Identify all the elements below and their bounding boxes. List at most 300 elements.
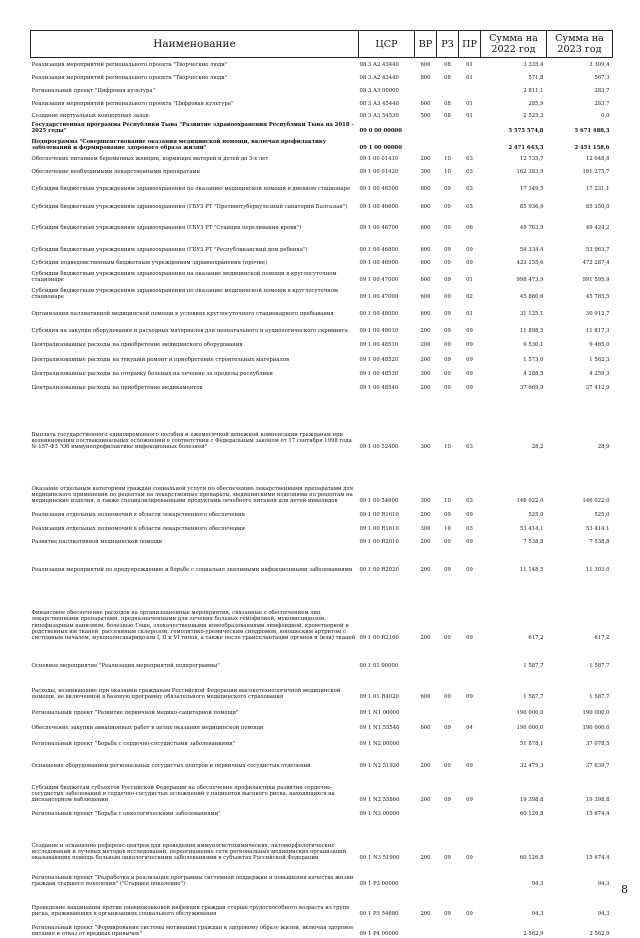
row-csr: 09 1 P4 00000 (359, 931, 399, 938)
row-sum-2023: 94,3 (597, 911, 610, 918)
row-sum-2023: 12 648,8 (585, 156, 610, 163)
row-rz: 09 (444, 186, 451, 193)
row-pr (459, 642, 481, 670)
row-rz (437, 804, 459, 818)
row-pr: 09 (466, 911, 473, 918)
row-sum-2023: 1 562,3 (589, 357, 610, 364)
row-rz: 09 (444, 277, 451, 284)
row-name: Региональный проект "Разработка и реализация программы системной поддержки и повышения качества жизни граждан старшего поколения" ("Старшее поколение") (31, 874, 354, 888)
row-vr: 500 (420, 113, 431, 120)
row-sum-2022: 190 000,0 (516, 710, 544, 717)
row-csr: 09 1 N3 51900 (359, 855, 400, 862)
row-pr: 09 (466, 567, 473, 574)
row-sum-2022: 11 898,5 (519, 328, 544, 335)
row-sum-2022: 94,3 (531, 881, 544, 888)
row-sum-2023: 1 587,7 (589, 663, 610, 670)
header-pr: ПР (459, 31, 481, 58)
row-sum-2023: 567,3 (594, 75, 610, 82)
row-sum-2022: 54 334,4 (519, 247, 544, 254)
table-body (31, 58, 613, 938)
row-sum-2022: 7 538,8 (523, 539, 544, 546)
row-sum-2022: 53 414,1 (519, 526, 544, 533)
row-sum-2023: 2 451 158,6 (574, 145, 610, 152)
table-row (31, 670, 613, 701)
row-csr: 09 1 01 R4020 (359, 694, 399, 701)
row-vr (415, 862, 437, 888)
table-row (31, 732, 613, 748)
row-pr: 09 (466, 512, 473, 519)
row-sum-2023: 37 639,7 (585, 763, 610, 770)
row-vr (415, 135, 437, 152)
row-pr (459, 918, 481, 938)
row-pr: 04 (466, 725, 473, 732)
row-csr: 08 3 А3 00000 (359, 88, 399, 95)
row-rz: 09 (444, 855, 451, 862)
table-row (31, 163, 613, 176)
table-row (31, 108, 613, 120)
row-name: Субсидии бюджетным учреждениям здравоохранения (ГБУЗ РТ "Республиканский дом ребенка") (31, 247, 308, 254)
table-row (31, 918, 613, 938)
row-sum-2022: 60 126,8 (519, 811, 544, 818)
row-name: Централизованные расходы на отправку больных на лечение за пределы республики (31, 371, 273, 378)
row-csr: 08 3 А2 43440 (359, 75, 399, 82)
row-name: Централизованные расходы на приобретение медикаментов (31, 385, 203, 392)
row-sum-2023: 991 595,9 (582, 277, 610, 284)
row-name: Основное мероприятие "Реализация мероприятий подпрограммы" (31, 663, 220, 670)
row-sum-2022: 3 335,4 (523, 62, 544, 69)
row-name: Реализация отдельных полномочий в области лекарственного обеспечения (31, 512, 245, 519)
row-vr (415, 642, 437, 670)
row-rz: 09 (444, 763, 451, 770)
row-sum-2023: 17 231,1 (585, 186, 610, 193)
row-pr (459, 82, 481, 95)
row-rz: 09 (444, 694, 451, 701)
row-csr: 09 1 00 46600 (359, 204, 399, 211)
table-row (31, 284, 613, 301)
row-pr: 09 (466, 763, 473, 770)
table-row (31, 176, 613, 193)
row-vr (415, 918, 437, 938)
row-pr (459, 804, 481, 818)
row-sum-2023: 3 309,4 (589, 62, 610, 69)
row-csr: 09 1 00 48530 (359, 371, 399, 378)
row-name: Реализация отдельных полномочий в области лекарственного обеспечения (31, 526, 245, 533)
row-pr: 09 (466, 539, 473, 546)
table-row (31, 211, 613, 232)
row-sum-2023: 9 465,0 (589, 342, 610, 349)
row-sum-2022: 146 022,0 (516, 498, 544, 505)
row-rz (437, 701, 459, 717)
row-name: Подпрограмма "Совершенствование оказания медицинской помощи, включая профилактику заболеваний и формирование здорового образа жизни" (31, 138, 327, 152)
table-row (31, 717, 613, 732)
table-row (31, 818, 613, 862)
table-row (31, 232, 613, 254)
table-row (31, 267, 613, 284)
row-name: Региональный проект "Цифровая культура" (31, 88, 155, 95)
row-sum-2023: 11 303,0 (585, 567, 610, 574)
row-pr: 09 (466, 371, 473, 378)
row-sum-2023: 94,3 (597, 881, 610, 888)
row-sum-2022: 17 349,5 (519, 186, 544, 193)
row-pr: 01 (466, 311, 473, 318)
row-name: Оказание отдельным категориям граждан социальной услуги по обеспечению лекарственными препаратами для медицинского применения по рецептам на лекарственные препараты, медицинскими изделиями по рецептам на медицинские изделия, а также специализированными продуктами лечебного питания для детей-инвалидов (31, 485, 354, 505)
row-rz: 09 (444, 328, 451, 335)
row-rz: 09 (444, 204, 451, 211)
header-csr: ЦСР (359, 31, 415, 58)
row-sum-2023: 15 674,4 (585, 811, 610, 818)
row-vr (415, 701, 437, 717)
table-row (31, 804, 613, 818)
row-csr: 09 1 N2 55860 (359, 797, 400, 804)
row-csr: 09 1 00 R2020 (359, 567, 399, 574)
table-row (31, 318, 613, 335)
row-vr: 200 (420, 567, 431, 574)
header-vr: ВР (415, 31, 437, 58)
row-vr: 600 (420, 62, 431, 69)
row-csr: 09 1 00 46500 (359, 186, 399, 193)
row-pr: 03 (466, 444, 473, 451)
row-csr: 09 1 00 47000 (359, 277, 399, 284)
table-row (31, 193, 613, 211)
row-sum-2023: 37 078,5 (585, 741, 610, 748)
row-vr: 600 (420, 101, 431, 108)
row-vr: 200 (420, 855, 431, 862)
page-number: 8 (621, 883, 628, 896)
row-csr: 09 1 00 48540 (359, 385, 399, 392)
row-pr: 01 (466, 113, 473, 120)
row-name: Обеспечение закупки авиационных работ в целях оказания медицинской помощи (31, 725, 264, 732)
table-row (31, 519, 613, 533)
row-csr: 08 3 А2 43440 (359, 62, 399, 69)
row-sum-2023: 49 424,2 (585, 225, 610, 232)
row-name: Обеспечение необходимыми лекарственными препаратами (31, 169, 201, 176)
row-name: Оснащение оборудованием региональных сосудистых центров и первичных сосудистых отделений (31, 763, 311, 770)
row-sum-2022: 9 530,1 (523, 342, 544, 349)
row-pr: 01 (466, 75, 473, 82)
row-csr: 09 1 N2 00000 (359, 741, 400, 748)
row-sum-2022: 1 573,0 (523, 357, 544, 364)
row-csr: 09 1 00 48000 (359, 311, 399, 318)
row-vr: 800 (420, 75, 431, 82)
table-row (31, 120, 613, 135)
row-pr: 03 (466, 498, 473, 505)
row-sum-2022: 85 936,9 (519, 204, 544, 211)
row-vr: 600 (420, 247, 431, 254)
row-sum-2023: 525,0 (594, 512, 610, 519)
row-pr: 06 (466, 225, 473, 232)
row-csr: 09 1 00 01420 (359, 169, 399, 176)
row-rz: 08 (444, 113, 451, 120)
row-name: Региональный проект "Развитие первичной медико-санитарной помощи" (31, 710, 239, 717)
row-csr: 08 3 А3 54530 (359, 113, 399, 120)
row-pr: 03 (466, 169, 473, 176)
row-sum-2023: 2 562,9 (589, 931, 610, 938)
row-name: Централизованные расходы на приобретение медицинского оборудования (31, 342, 243, 349)
row-pr (459, 862, 481, 888)
row-sum-2023: 4 259,3 (589, 371, 610, 378)
row-pr: 02 (466, 294, 473, 301)
row-sum-2022: 2 471 643,3 (508, 145, 544, 152)
row-pr: 05 (466, 204, 473, 211)
row-name: Реализация мероприятий регионального проекта "Творческие люди" (31, 62, 228, 69)
row-pr (459, 732, 481, 748)
row-sum-2023: 283,7 (594, 101, 610, 108)
row-rz: 09 (444, 385, 451, 392)
table-row (31, 533, 613, 546)
row-csr: 09 1 00 47000 (359, 294, 399, 301)
row-vr (415, 120, 437, 135)
row-name: Субсидии бюджетным учреждениям здравоохранения (ГБУЗ РТ "Противотуберкулезный санаторий Балгазын") (31, 204, 348, 211)
table-row (31, 546, 613, 574)
row-vr: 600 (420, 260, 431, 267)
row-csr: 09 1 00 00000 (359, 145, 402, 152)
row-sum-2022: 2 525,3 (523, 113, 544, 120)
row-sum-2023: 161 275,7 (582, 169, 610, 176)
table-row (31, 82, 613, 95)
row-csr: 09 1 00 R2160 (359, 635, 399, 642)
row-rz (437, 732, 459, 748)
row-rz: 09 (444, 725, 451, 732)
row-rz: 08 (444, 101, 451, 108)
row-csr: 09 1 00 48010 (359, 328, 399, 335)
row-sum-2023: 30 912,7 (585, 311, 610, 318)
row-csr: 09 1 N3 00000 (359, 811, 400, 818)
table-row (31, 58, 613, 69)
header-name: Наименование (31, 31, 359, 58)
row-sum-2022: 12 735,7 (519, 156, 544, 163)
row-vr: 300 (420, 169, 431, 176)
row-csr: 09 1 00 52400 (359, 444, 399, 451)
row-pr: 09 (466, 797, 473, 804)
row-sum-2023: 19 398,8 (585, 797, 610, 804)
table-row (31, 301, 613, 318)
row-vr: 600 (420, 694, 431, 701)
row-sum-2022: 525,0 (528, 512, 544, 519)
table-row (31, 505, 613, 519)
row-rz (437, 862, 459, 888)
row-csr: 09 1 00 48520 (359, 357, 399, 364)
row-rz: 09 (444, 260, 451, 267)
header-sum-2022: Сумма на 2022 год (481, 31, 547, 58)
row-name: Субсидии бюджетным учреждениям здравоохранения по оказанию медицинской помощи в дневном стационаре (31, 186, 351, 193)
row-pr: 09 (466, 342, 473, 349)
row-sum-2023: 7 538,8 (589, 539, 610, 546)
row-sum-2022: 285,9 (528, 101, 544, 108)
budget-sheet (30, 30, 612, 938)
row-name: Расходы, возникающие при оказании гражданам Российской Федерации высокотехнологичной медицинской помощи, не включенной в базовую программу обязательного медицинского страхования (31, 687, 341, 701)
row-rz: 09 (444, 512, 451, 519)
row-sum-2023: 53 414,1 (585, 526, 610, 533)
row-sum-2022: 32 479,3 (519, 763, 544, 770)
row-rz: 10 (444, 156, 451, 163)
table-row (31, 95, 613, 108)
row-csr: 09 1 00 46700 (359, 225, 399, 232)
row-name: Государственная программа Республики Тыва "Развитие здравоохранения Республики Тыва на 2018 - 2025 годы" (31, 121, 354, 135)
row-vr: 600 (420, 311, 431, 318)
row-rz: 09 (444, 635, 451, 642)
row-csr: 09 1 01 00000 (359, 663, 399, 670)
row-rz (437, 120, 459, 135)
row-vr (415, 82, 437, 95)
row-pr: 09 (466, 385, 473, 392)
row-vr (415, 804, 437, 818)
row-vr (415, 732, 437, 748)
row-sum-2022: 1 587,7 (523, 663, 544, 670)
header-rz: РЗ (437, 31, 459, 58)
row-sum-2022: 617,2 (528, 635, 544, 642)
row-sum-2022: 162 383,9 (516, 169, 544, 176)
row-name: Создание и оснащение референс-центров для проведения иммуногистохимических, патоморфологических исследований и лучевых методов исследований, переоснащение сети региональных медицинских организаций, оказывающих помощь больным онкологическими заболеваниями в субъектах Российской Федерации (31, 842, 348, 862)
row-vr: 200 (420, 328, 431, 335)
row-rz: 09 (444, 797, 451, 804)
row-pr (459, 701, 481, 717)
row-sum-2022: 31 125,1 (519, 311, 544, 318)
row-csr: 09 1 00 46800 (359, 247, 399, 254)
row-name: Реализация мероприятий регионального проекта "Цифровая культура" (31, 101, 234, 108)
row-sum-2023: 617,2 (594, 635, 610, 642)
row-pr: 09 (466, 357, 473, 364)
table-row (31, 378, 613, 392)
row-sum-2022: 2 562,9 (523, 931, 544, 938)
row-name: Субсидии бюджетным учреждениям здравоохранения (ГБУЗ РТ "Станция переливания крови") (31, 225, 302, 232)
row-name: Реализация мероприятий по предупреждению и борьбе с социально значимыми инфекционными заболеваниями (31, 567, 353, 574)
table-row (31, 642, 613, 670)
row-name: Централизованные расходы на текущий ремонт и приобретение строительных материалов (31, 357, 290, 364)
row-rz: 10 (444, 444, 451, 451)
row-sum-2022: 51 878,1 (519, 741, 544, 748)
row-name: Субсидии бюджетным учреждениям здравоохранения на оказание медицинской помощи в круглосуточном стационаре (31, 270, 337, 284)
row-rz: 08 (444, 75, 451, 82)
table-row (31, 152, 613, 163)
row-rz: 09 (444, 567, 451, 574)
row-pr: 01 (466, 62, 473, 69)
row-sum-2023: 5 671 488,3 (574, 128, 610, 135)
row-vr: 600 (420, 277, 431, 284)
row-name: Организация паллиативной медицинской помощи в условиях круглосуточного стационарного пребывания (31, 311, 334, 318)
table-row (31, 364, 613, 378)
row-csr: 09 1 00 01410 (359, 156, 399, 163)
row-vr: 300 (420, 498, 431, 505)
row-name: Региональный проект "Формирование системы мотивации граждан к здоровому образу жизни, включая здоровое питание и отказ от вредных привычек" (31, 924, 354, 938)
row-sum-2023: 0,0 (601, 113, 610, 120)
row-sum-2023: 283,7 (594, 88, 610, 95)
row-csr: 09 1 00 R1610 (359, 526, 399, 533)
row-csr: 09 1 00 46900 (359, 260, 399, 267)
row-csr: 09 1 00 54600 (359, 498, 399, 505)
row-sum-2022: 1 587,7 (523, 694, 544, 701)
row-rz: 09 (444, 371, 451, 378)
row-sum-2023: 190 000,0 (582, 725, 610, 732)
row-name: Создание виртуальных концертных залов (31, 113, 149, 120)
table-row (31, 335, 613, 349)
row-rz (437, 918, 459, 938)
row-vr: 300 (420, 526, 431, 533)
row-pr (459, 120, 481, 135)
row-vr: 600 (420, 186, 431, 193)
row-vr: 200 (420, 635, 431, 642)
row-sum-2022: 423 155,6 (516, 260, 544, 267)
row-sum-2022: 998 473,9 (516, 277, 544, 284)
row-name: Региональный проект "Борьба с онкологическими заболеваниями" (31, 811, 221, 818)
row-csr: 09 1 P3 00000 (359, 881, 399, 888)
row-sum-2022: 2 811,1 (523, 88, 544, 95)
row-vr: 600 (420, 204, 431, 211)
row-rz: 09 (444, 247, 451, 254)
table-row (31, 69, 613, 82)
row-rz (437, 135, 459, 152)
row-rz: 09 (444, 539, 451, 546)
row-vr: 200 (420, 156, 431, 163)
row-sum-2022: 49 763,9 (519, 225, 544, 232)
row-sum-2023: 45 785,5 (585, 294, 610, 301)
row-rz: 10 (444, 526, 451, 533)
row-name: Субсидии бюджетным учреждениям здравоохранения по оказанию медицинской помощи в круглосуточном стационаре (31, 287, 339, 301)
row-sum-2022: 5 575 574,8 (508, 128, 544, 135)
row-rz (437, 82, 459, 95)
row-csr: 09 1 N2 51920 (359, 763, 400, 770)
row-vr: 200 (420, 385, 431, 392)
row-pr: 09 (466, 855, 473, 862)
row-csr: 09 1 N1 00000 (359, 710, 400, 717)
row-pr: 09 (466, 260, 473, 267)
row-pr: 09 (466, 328, 473, 335)
row-csr: 08 3 А3 45440 (359, 101, 399, 108)
row-csr: 09 1 N1 55540 (359, 725, 400, 732)
row-rz: 09 (444, 294, 451, 301)
row-sum-2022: 19 398,8 (519, 797, 544, 804)
row-pr (459, 135, 481, 152)
row-sum-2023: 15 674,4 (585, 855, 610, 862)
row-vr: 600 (420, 225, 431, 232)
row-rz: 08 (444, 62, 451, 69)
row-rz: 09 (444, 225, 451, 232)
table-row (31, 135, 613, 152)
row-pr: 09 (466, 247, 473, 254)
row-name: Проведение вакцинации против пневмококковой инфекции граждан старше трудоспособного возраста из групп риска, проживающих в организациях социального обслуживания (31, 904, 350, 918)
row-name: Выплата государственного единовременного пособия и ежемесячной денежной компенсации гражданам при возникновении поствакцинальных осложнений в соответствии с Федеральным законом от 17 сентября 1998 года № 157-ФЗ "Об иммунопрофилактике инфекционных болезней" (31, 431, 352, 451)
row-name: Субсидии бюджетам субъектов Российской Федерации на обеспечение профилактики развития сердечно-сосудистых заболеваний и сердечно-сосудистых осложнений у пациентов высокого риска, находящихся на диспансерном наблюдении (31, 784, 335, 804)
table-row (31, 748, 613, 770)
table-row (31, 701, 613, 717)
row-rz (437, 642, 459, 670)
row-pr: 03 (466, 526, 473, 533)
row-name: Финансовое обеспечение расходов на организационные мероприятия, связанные с обеспечением лиц лекарственными препаратами, предназначенными для лечения больных гемофилией, муковисцидозом, гипофизарным нанизмом, болезнью Гоше, злокачественными новообразованиями лимфоидной, кроветворной и родственных им тканей, рассеянным склерозом, гемолитико-уремическим синдромом, юношеским артритом с системным началом, мукополисахаридозом I, II и VI типов, а также после трансплантации органов и (или) тканей (31, 610, 356, 642)
row-vr: 200 (420, 342, 431, 349)
row-rz: 10 (444, 498, 451, 505)
table-row (31, 888, 613, 918)
row-csr: 09 1 00 R1610 (359, 512, 399, 519)
table-row (31, 862, 613, 888)
table-header (31, 31, 613, 58)
row-sum-2023: 1 587,7 (589, 694, 610, 701)
row-vr: 300 (420, 444, 431, 451)
row-sum-2023: 37 412,9 (585, 385, 610, 392)
row-vr: 300 (420, 371, 431, 378)
row-csr: 09 0 00 00000 (359, 128, 402, 135)
table-row (31, 574, 613, 642)
row-name: Обеспечение питанием беременных женщин, кормящих матерей и детей до 3-х лет (31, 156, 269, 163)
row-sum-2022: 4 288,5 (523, 371, 544, 378)
table-row (31, 254, 613, 267)
row-rz: 10 (444, 169, 451, 176)
row-sum-2022: 60 126,8 (519, 855, 544, 862)
row-vr: 600 (420, 725, 431, 732)
row-sum-2023: 53 963,7 (585, 247, 610, 254)
row-sum-2022: 94,3 (531, 911, 544, 918)
table-row (31, 392, 613, 451)
row-pr: 03 (466, 156, 473, 163)
row-sum-2022: 28,2 (531, 444, 544, 451)
